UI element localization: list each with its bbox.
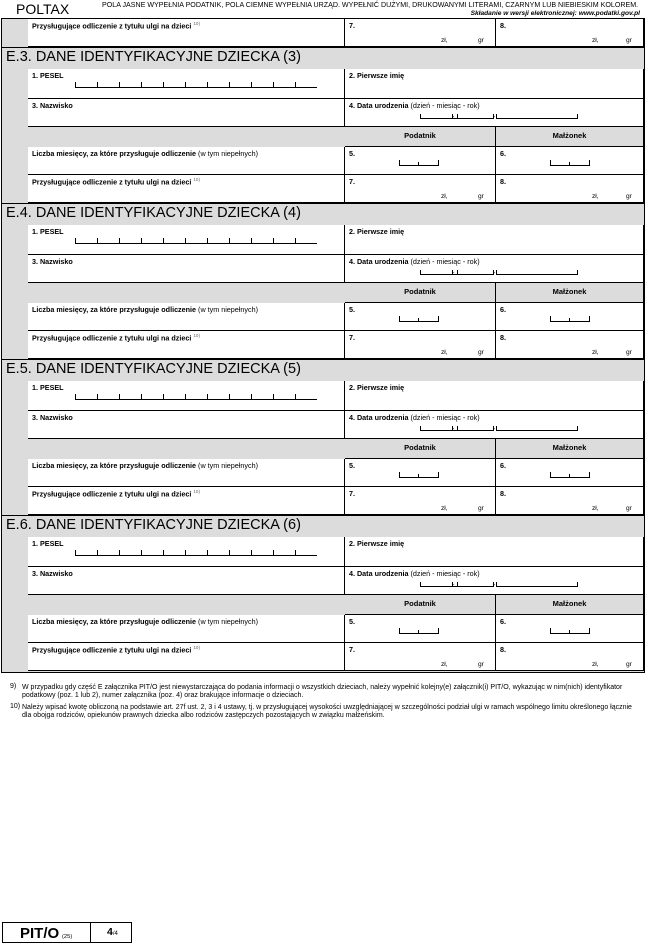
surname-label: 3. Nazwisko	[32, 101, 73, 110]
taxpayer-column-header: Podatnik	[345, 127, 496, 147]
field-number: 7.	[349, 489, 355, 498]
currency-zl: zł,	[441, 661, 448, 668]
field-number: 6.	[500, 461, 506, 470]
birth-date-label: 4. Data urodzenia (dzień - miesiąc - rok)	[349, 257, 480, 266]
months-box	[550, 316, 590, 322]
date-separator: -	[493, 426, 496, 433]
currency-zl: zł,	[441, 37, 448, 44]
birth-date-label: 4. Data urodzenia (dzień - miesiąc - rok)	[349, 413, 480, 422]
form-code-footer	[2, 922, 132, 943]
date-separator: -	[452, 582, 455, 589]
months-label: Liczba miesięcy, za które przysługuje odliczenie (w tym niepełnych)	[32, 305, 258, 314]
currency-zl: zł,	[592, 193, 599, 200]
currency-zl: zł,	[592, 37, 599, 44]
currency-gr: gr	[626, 349, 632, 356]
birth-date-label: 4. Data urodzenia (dzień - miesiąc - rok)	[349, 101, 480, 110]
pesel-label: 1. PESEL	[32, 71, 64, 80]
currency-zl: zł,	[592, 505, 599, 512]
field-8-spouse-deduction[interactable]	[496, 175, 644, 203]
deduction-label: Przysługujące odliczenie z tytułu ulgi na dzieci $^{10)}$	[32, 489, 200, 499]
surname-label: 3. Nazwisko	[32, 569, 73, 578]
deduction-label-cell	[28, 19, 345, 47]
pesel-label: 1. PESEL	[32, 227, 64, 236]
section-title: E.4. DANE IDENTYFIKACYJNE DZIECKA (4)	[2, 203, 644, 225]
field-6-spouse-months[interactable]	[496, 615, 644, 643]
brand-name: POLTAX	[16, 1, 70, 17]
field-6-spouse-months[interactable]	[496, 147, 644, 175]
deduction-label: Przysługujące odliczenie z tytułu ulgi na dzieci $^{10)}$	[32, 21, 200, 31]
field-7-taxpayer-deduction[interactable]	[345, 175, 496, 203]
months-label-cell	[28, 147, 345, 175]
months-box	[399, 472, 439, 478]
currency-gr: gr	[626, 193, 632, 200]
field-8-spouse-deduction[interactable]	[496, 487, 644, 515]
currency-gr: gr	[478, 505, 484, 512]
months-label: Liczba miesięcy, za które przysługuje odliczenie (w tym niepełnych)	[32, 149, 258, 158]
field-6-spouse-months[interactable]	[496, 303, 644, 331]
footnote-9	[10, 684, 640, 701]
currency-zl: zł,	[592, 349, 599, 356]
surname-label: 3. Nazwisko	[32, 257, 73, 266]
first-name-field[interactable]	[345, 225, 644, 255]
months-label: Liczba miesięcy, za które przysługuje odliczenie (w tym niepełnych)	[32, 617, 258, 626]
currency-gr: gr	[626, 661, 632, 668]
field-7-taxpayer-deduction[interactable]	[345, 643, 496, 671]
surname-field[interactable]	[28, 99, 345, 127]
field-5-taxpayer-months[interactable]	[345, 615, 496, 643]
pesel-field[interactable]	[28, 537, 345, 567]
first-name-field[interactable]	[345, 69, 644, 99]
section-title: E.3. DANE IDENTYFIKACYJNE DZIECKA (3)	[2, 47, 644, 69]
field-8-spouse-deduction[interactable]	[496, 19, 644, 47]
birth-year-box	[496, 114, 578, 119]
currency-zl: zł,	[441, 349, 448, 356]
birth-year-box	[496, 426, 578, 431]
birth-date-field[interactable]	[345, 411, 644, 439]
pesel-field[interactable]	[28, 69, 345, 99]
first-name-label: 2. Pierwsze imię	[349, 227, 405, 236]
section-title: E.6. DANE IDENTYFIKACYJNE DZIECKA (6)	[2, 515, 644, 537]
field-7-taxpayer-deduction[interactable]	[345, 487, 496, 515]
field-number: 7.	[349, 645, 355, 654]
deduction-label: Przysługujące odliczenie z tytułu ulgi na dzieci $^{10)}$	[32, 177, 200, 187]
pesel-digit-boxes	[75, 394, 317, 400]
page-number: 4/4	[107, 926, 118, 938]
months-box	[550, 160, 590, 166]
pesel-field[interactable]	[28, 381, 345, 411]
currency-zl: zł,	[592, 661, 599, 668]
surname-field[interactable]	[28, 567, 345, 595]
currency-zl: zł,	[441, 193, 448, 200]
months-label: Liczba miesięcy, za które przysługuje odliczenie (w tym niepełnych)	[32, 461, 258, 470]
birth-month-box	[452, 114, 494, 119]
spouse-column-header: Małżonek	[496, 127, 644, 147]
first-name-label: 2. Pierwsze imię	[349, 71, 405, 80]
pesel-label: 1. PESEL	[32, 539, 64, 548]
field-number: 5.	[349, 305, 355, 314]
birth-month-box	[452, 270, 494, 275]
deduction-label-cell	[28, 487, 345, 515]
footnote-number: 10)	[10, 702, 21, 710]
field-5-taxpayer-months[interactable]	[345, 459, 496, 487]
deduction-label-cell	[28, 331, 345, 359]
field-number: 6.	[500, 617, 506, 626]
footnote-number: 9)	[10, 683, 17, 690]
date-separator: -	[493, 114, 496, 121]
pesel-label: 1. PESEL	[32, 383, 64, 392]
field-number: 8.	[500, 21, 506, 30]
electronic-filing-note: Składanie w wersji elektronicznej: www.podatki.gov.pl	[470, 10, 640, 17]
field-number: 7.	[349, 21, 355, 30]
months-box	[399, 160, 439, 166]
field-6-spouse-months[interactable]	[496, 459, 644, 487]
months-box	[399, 316, 439, 322]
birth-date-field[interactable]	[345, 255, 644, 283]
field-number: 8.	[500, 489, 506, 498]
form-version: (25)	[62, 934, 73, 940]
months-box	[399, 628, 439, 634]
currency-zl: zł,	[441, 505, 448, 512]
date-separator: -	[452, 114, 455, 121]
first-name-label: 2. Pierwsze imię	[349, 539, 405, 548]
field-number: 8.	[500, 333, 506, 342]
date-separator: -	[452, 270, 455, 277]
date-separator: -	[493, 582, 496, 589]
deduction-label-cell	[28, 643, 345, 671]
currency-gr: gr	[478, 37, 484, 44]
footnote-10	[10, 704, 640, 721]
months-box	[550, 472, 590, 478]
surname-field[interactable]	[28, 255, 345, 283]
spouse-column-header: Małżonek	[496, 595, 644, 615]
first-name-field[interactable]	[345, 537, 644, 567]
form-body	[1, 18, 645, 673]
page-header	[0, 0, 646, 20]
first-name-label: 2. Pierwsze imię	[349, 383, 405, 392]
pesel-digit-boxes	[75, 82, 317, 88]
taxpayer-column-header: Podatnik	[345, 595, 496, 615]
field-number: 7.	[349, 333, 355, 342]
date-separator: -	[493, 270, 496, 277]
currency-gr: gr	[478, 661, 484, 668]
pesel-field[interactable]	[28, 225, 345, 255]
taxpayer-column-header: Podatnik	[345, 283, 496, 303]
footnote-text: Należy wpisać kwotę obliczoną na podstawie art. 27f ust. 2, 3 i 4 ustawy, tj. w przysługującej wysokości uwzględniającej w szczególności podział ulgi w ramach wspólnego limitu określonego łącznie dla obojga rodziców, opiekunów prawnych dziecka albo rodziców zastępczych pozostających w związku małżeńskim.	[22, 703, 632, 720]
form-code: PIT/O	[20, 925, 60, 942]
months-box	[550, 628, 590, 634]
currency-gr: gr	[626, 37, 632, 44]
divider	[90, 923, 91, 942]
currency-gr: gr	[478, 193, 484, 200]
deduction-label: Przysługujące odliczenie z tytułu ulgi na dzieci $^{10)}$	[32, 645, 200, 655]
birth-date-field[interactable]	[345, 99, 644, 127]
field-number: 8.	[500, 645, 506, 654]
birth-date-field[interactable]	[345, 567, 644, 595]
fill-instruction: POLA JASNE WYPEŁNIA PODATNIK, POLA CIEMNE WYPEŁNIA URZĄD. WYPEŁNIĆ DUŻYMI, DRUKOWANYMI LITERAMI, CZARNYM LUB NIEBIESKIM KOLOREM.	[102, 1, 639, 9]
field-number: 5.	[349, 149, 355, 158]
birth-month-box	[452, 582, 494, 587]
surname-label: 3. Nazwisko	[32, 413, 73, 422]
birth-date-label: 4. Data urodzenia (dzień - miesiąc - rok)	[349, 569, 480, 578]
field-number: 7.	[349, 177, 355, 186]
spouse-column-header: Małżonek	[496, 439, 644, 459]
deduction-label-cell	[28, 175, 345, 203]
field-number: 6.	[500, 149, 506, 158]
months-label-cell	[28, 459, 345, 487]
surname-field[interactable]	[28, 411, 345, 439]
birth-month-box	[452, 426, 494, 431]
spouse-column-header: Małżonek	[496, 283, 644, 303]
field-number: 6.	[500, 305, 506, 314]
section-title: E.5. DANE IDENTYFIKACYJNE DZIECKA (5)	[2, 359, 644, 381]
footnotes	[10, 684, 640, 724]
deduction-label: Przysługujące odliczenie z tytułu ulgi na dzieci $^{10)}$	[32, 333, 200, 343]
birth-year-box	[496, 270, 578, 275]
footnote-text: W przypadku gdy część E załącznika PIT/O jest niewystarczająca do podania informacji o wszystkich dzieciach, należy wypełnić kolejny(e) załącznik(i) PIT/O, wykazując w nim(nich) identyfikator podatkowy (poz. 1 lub 2), numer załącznika (poz. 4) oraz brakujące informacje o dzieciach.	[22, 684, 623, 700]
field-8-spouse-deduction[interactable]	[496, 331, 644, 359]
field-5-taxpayer-months[interactable]	[345, 303, 496, 331]
taxpayer-column-header: Podatnik	[345, 439, 496, 459]
pesel-digit-boxes	[75, 238, 317, 244]
field-number: 5.	[349, 461, 355, 470]
field-8-spouse-deduction[interactable]	[496, 643, 644, 671]
birth-year-box	[496, 582, 578, 587]
first-name-field[interactable]	[345, 381, 644, 411]
field-number: 8.	[500, 177, 506, 186]
field-7-taxpayer-deduction[interactable]	[345, 331, 496, 359]
months-label-cell	[28, 615, 345, 643]
currency-gr: gr	[626, 505, 632, 512]
field-7-taxpayer-deduction[interactable]	[345, 19, 496, 47]
field-5-taxpayer-months[interactable]	[345, 147, 496, 175]
date-separator: -	[452, 426, 455, 433]
field-number: 5.	[349, 617, 355, 626]
months-label-cell	[28, 303, 345, 331]
pesel-digit-boxes	[75, 550, 317, 556]
currency-gr: gr	[478, 349, 484, 356]
